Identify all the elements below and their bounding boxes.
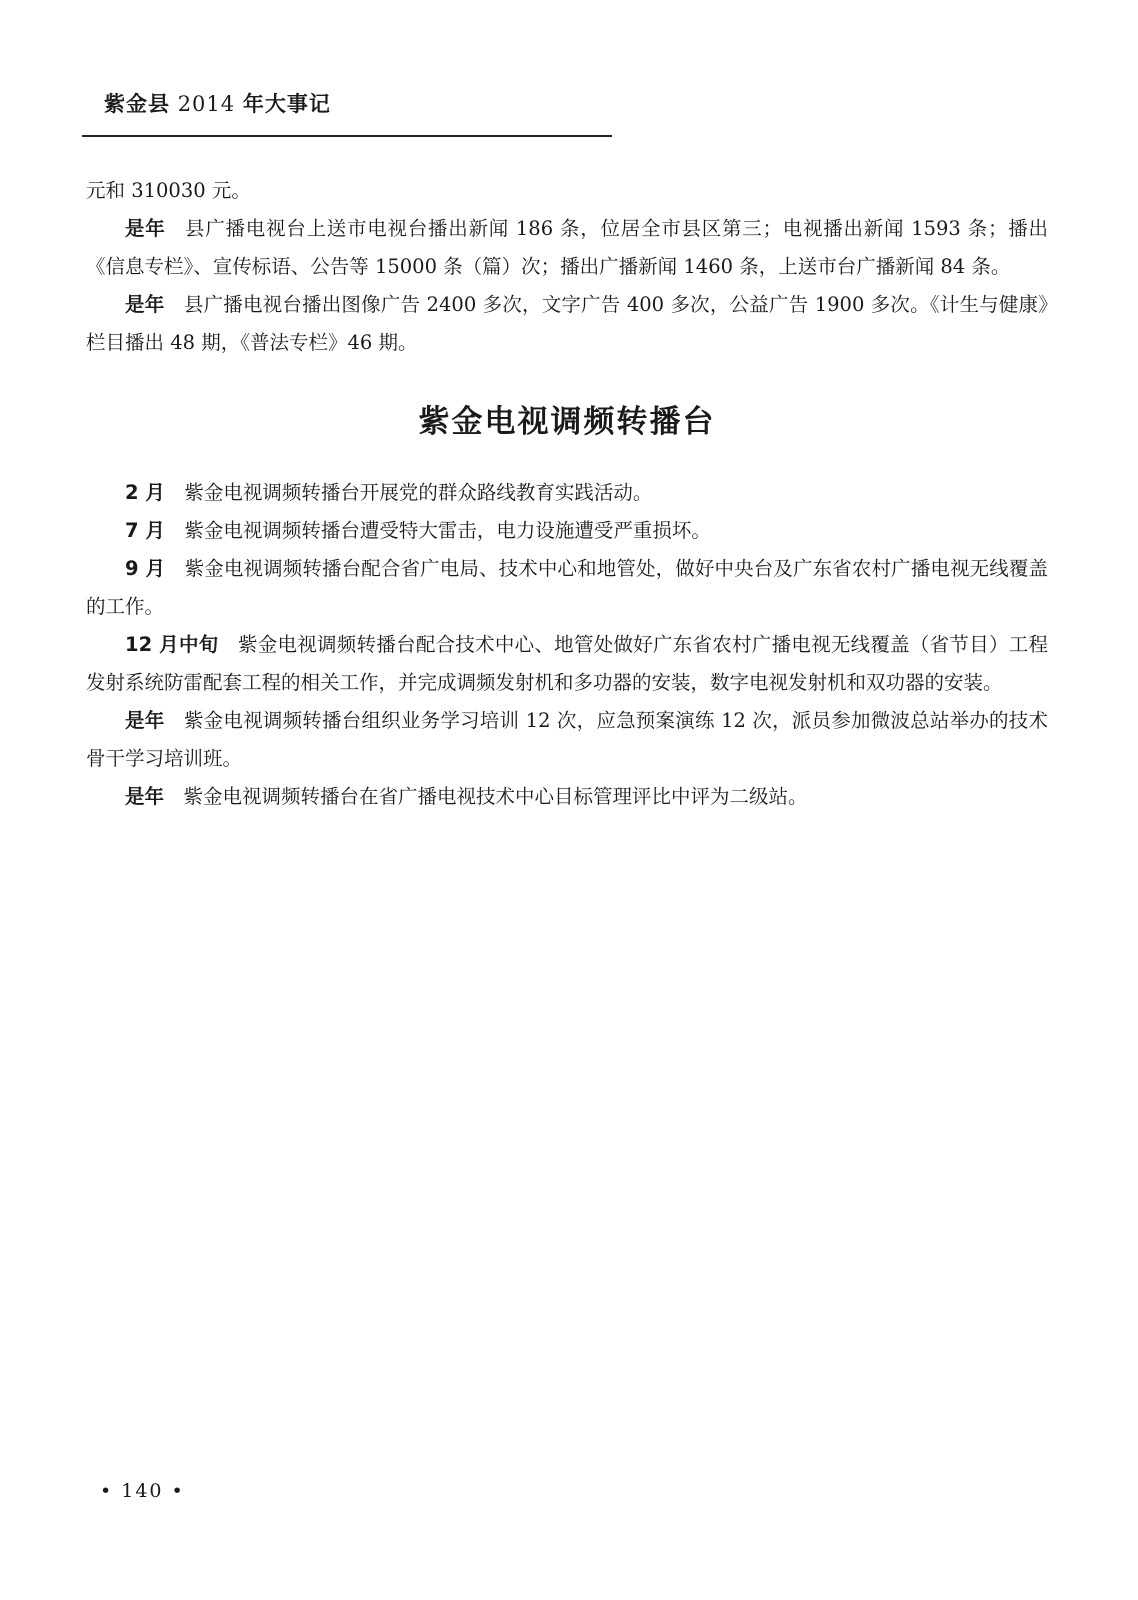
entry-text: 紫金电视调频转播台遭受特大雷击，电力设施遭受严重损坏。 — [184, 519, 711, 542]
entry-paragraph — [86, 210, 1048, 286]
entry-paragraph — [86, 474, 1048, 512]
entry-text: 县广播电视台上送市电视台播出新闻 186 条，位居全市县区第三；电视播出新闻 1593 条；播出《信息专栏》、宣传标语、公告等 15000 条（篇）次；播出广播新闻 1460 条，上送市台广播新闻 84 条。 — [86, 217, 1048, 278]
header-title-part1: 紫金县 — [104, 92, 170, 116]
header-rule — [82, 135, 612, 137]
entry-text: 紫金电视调频转播台开展党的群众路线教育实践活动。 — [184, 481, 653, 504]
header-title-year: 2014 — [177, 92, 236, 116]
entry-text: 紫金电视调频转播台在省广播电视技术中心目标管理评比中评为二级站。 — [183, 785, 808, 808]
entry-lead: 是年 — [125, 217, 166, 240]
entry-lead: 12 月中旬 — [125, 633, 219, 656]
entry-lead: 是年 — [125, 709, 165, 732]
running-header — [104, 88, 331, 118]
entry-paragraph — [86, 286, 1048, 362]
header-title-part2: 年大事记 — [242, 92, 331, 116]
entry-lead: 7 月 — [125, 519, 165, 542]
entry-lead: 9 月 — [125, 557, 166, 580]
page-number: • 140 • — [100, 1480, 185, 1502]
entry-lead: 是年 — [125, 293, 165, 316]
entry-text: 紫金电视调频转播台配合技术中心、地管处做好广东省农村广播电视无线覆盖（省节目）工程发射系统防雷配套工程的相关工作，并完成调频发射机和多功器的安装，数字电视发射机和双功器的安装。 — [86, 633, 1048, 694]
section-title: 紫金电视调频转播台 — [418, 404, 716, 440]
entry-paragraph — [86, 626, 1048, 702]
entry-paragraph — [86, 512, 1048, 550]
entry-paragraph — [86, 778, 1048, 816]
entry-text: 县广播电视台播出图像广告 2400 多次，文字广告 400 多次，公益广告 1900 多次。《计生与健康》栏目播出 48 期，《普法专栏》46 期。 — [86, 293, 1048, 354]
carry-over-paragraph: 元和 310030 元。 — [86, 179, 251, 202]
page-body — [86, 172, 1048, 816]
entry-lead: 2 月 — [125, 481, 165, 504]
entry-lead: 是年 — [125, 785, 165, 808]
entry-paragraph — [86, 702, 1048, 778]
entry-paragraph — [86, 550, 1048, 626]
entry-text: 紫金电视调频转播台配合省广电局、技术中心和地管处，做好中央台及广东省农村广播电视无线覆盖的工作。 — [86, 557, 1048, 618]
entry-text: 紫金电视调频转播台组织业务学习培训 12 次，应急预案演练 12 次，派员参加微波总站举办的技术骨干学习培训班。 — [86, 709, 1048, 770]
